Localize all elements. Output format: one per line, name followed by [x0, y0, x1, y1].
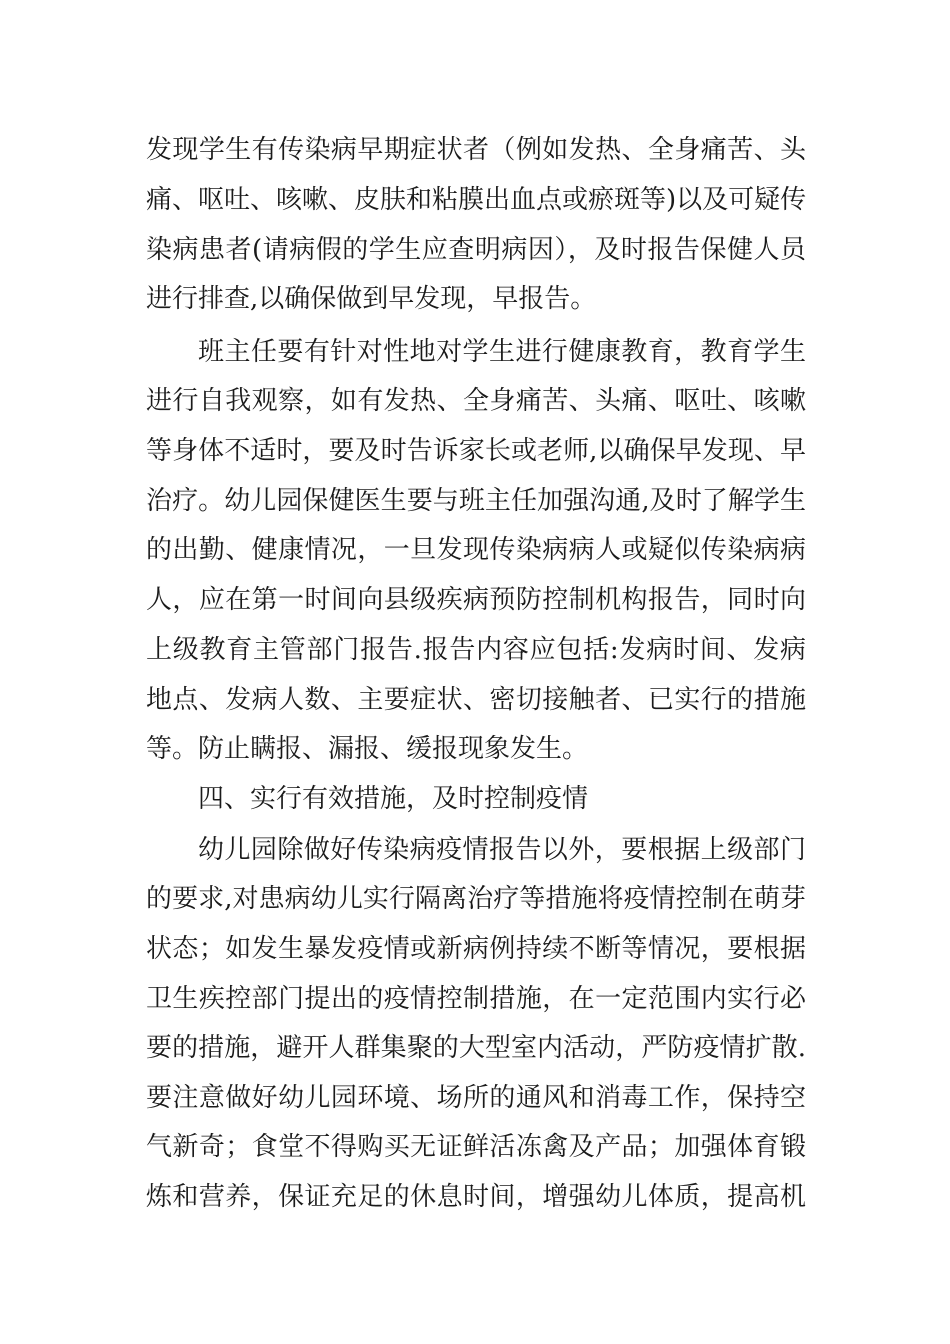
text-line: 进行自我观察，如有发热、全身痛苦、头痛、呕吐、咳嗽: [146, 386, 806, 416]
text-line: 发现学生有传染病早期症状者（例如发热、全身痛苦、头: [146, 135, 806, 165]
text-line: 地点、发病人数、主要症状、密切接触者、已实行的措施: [146, 685, 806, 715]
text-line: 要注意做好幼儿园环境、场所的通风和消毒工作，保持空: [146, 1083, 806, 1113]
text-line: 要的措施，避开人群集聚的大型室内活动，严防疫情扩散.: [146, 1033, 806, 1063]
text-line: 等身体不适时，要及时告诉家长或老师,以确保早发现、早: [146, 436, 806, 466]
text-line: 炼和营养，保证充足的休息时间，增强幼儿体质，提高机: [146, 1182, 806, 1212]
text-line: 治疗。幼儿园保健医生要与班主任加强沟通,及时了解学生: [146, 486, 806, 516]
text-line: 进行排查,以确保做到早发现，早报告。: [146, 284, 597, 314]
text-line: 卫生疾控部门提出的疫情控制措施，在一定范围内实行必: [146, 984, 806, 1014]
text-line: 等。防止瞒报、漏报、缓报现象发生。: [146, 734, 589, 764]
text-line: 的出勤、健康情况，一旦发现传染病病人或疑似传染病病: [146, 535, 806, 565]
text-line: 幼儿园除做好传染病疫情报告以外，要根据上级部门: [198, 835, 806, 865]
text-line: 人，应在第一时间向县级疾病预防控制机构报告，同时向: [146, 585, 806, 615]
text-line: 的要求,对患病幼儿实行隔离治疗等措施将疫情控制在萌芽: [146, 884, 806, 914]
text-line: 状态；如发生暴发疫情或新病例持续不断等情况，要根据: [146, 934, 806, 964]
text-line: 痛、呕吐、咳嗽、皮肤和粘膜出血点或瘀斑等)以及可疑传: [146, 185, 807, 215]
text-line: 气新奇；食堂不得购买无证鲜活冻禽及产品；加强体育锻: [146, 1132, 806, 1162]
section-heading: 四、实行有效措施，及时控制疫情: [198, 784, 589, 814]
text-line: 班主任要有针对性地对学生进行健康教育，教育学生: [198, 337, 806, 367]
text-line: 上级教育主管部门报告.报告内容应包括:发病时间、发病: [146, 635, 806, 665]
text-line: 染病患者(请病假的学生应查明病因），及时报告保健人员: [146, 235, 806, 265]
